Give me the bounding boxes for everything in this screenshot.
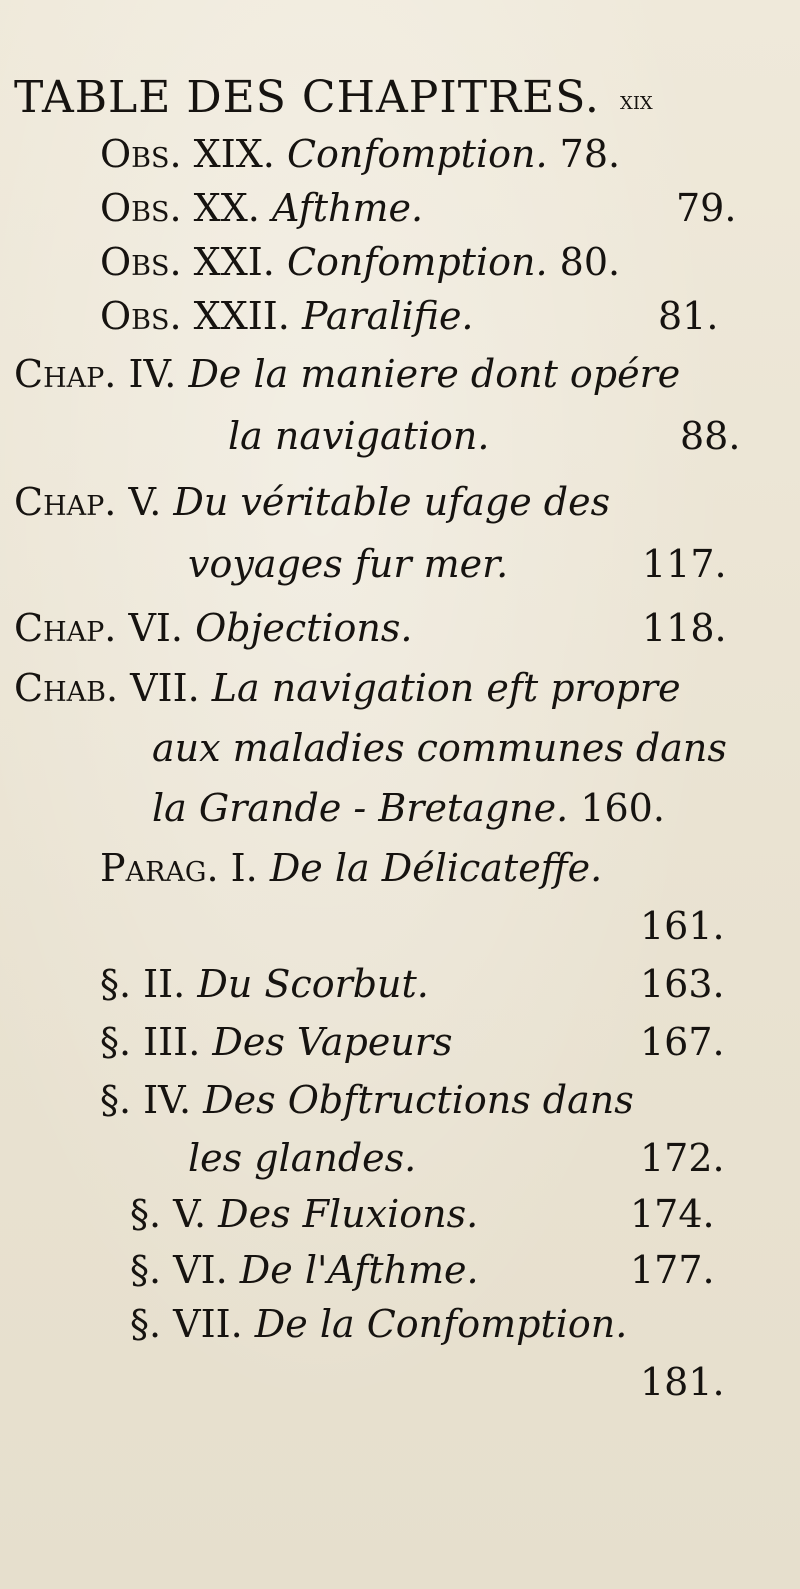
entry-page: 88. [680,414,741,458]
entry-obs-xix [100,130,620,178]
entry-para-iii [100,1018,452,1066]
entry-obs-xxii [100,292,474,340]
entry-chap-vi [14,604,412,652]
entry-title: De la Délicateffe. [269,846,603,890]
entry-label: Parag. I. [100,846,258,890]
entry-chap-v [14,478,610,526]
entry-label: Chap. VI. [14,606,183,650]
entry-page: 118. [642,606,727,650]
entry-page: 181. [640,1360,725,1404]
page-header [14,72,600,123]
entry-para-vii [130,1300,627,1348]
entry-page: 80. [559,240,621,284]
entry-label: §. IV. [100,1078,192,1122]
entry-title: La navigation eft propre [211,666,681,710]
entry-label: Obs. XIX. [100,132,275,176]
entry-page: 174. [630,1192,715,1236]
header-title: TABLE DES CHAPITRES. [14,72,600,123]
entry-page: 117. [642,542,727,586]
entry-label: Obs. XX. [100,186,260,230]
entry-chap-vii [14,664,681,712]
entry-label: §. II. [100,962,186,1006]
entry-title: Du véritable ufage des [173,480,611,524]
entry-title: Des Obftructions dans [203,1078,634,1122]
entry-parag-i [100,844,602,892]
entry-page: 167. [640,1020,725,1064]
entry-title-cont: la navigation. [228,414,490,458]
entry-obs-xxi [100,238,620,286]
entry-page: 81. [658,294,719,338]
entry-label: Chab. VII. [14,666,200,710]
entry-label: §. III. [100,1020,201,1064]
entry-para-ii [100,960,429,1008]
entry-page: 161. [640,904,725,948]
entry-label: Chap. V. [14,480,162,524]
entry-title: Afthme. [271,186,424,230]
entry-title: Du Scorbut. [197,962,429,1006]
entry-page: 79. [676,186,737,230]
entry-title: Des Fluxions. [218,1192,479,1236]
entry-page: 160. [580,786,665,830]
entry-title: Confomption. [286,132,548,176]
entry-para-iv [100,1076,634,1124]
entry-title: Paralifie. [301,294,474,338]
entry-chap-vii-line3 [152,784,665,832]
page-folio: xix [620,86,653,116]
entry-page: 78. [559,132,621,176]
entry-title: Confomption. [286,240,548,284]
entry-title-cont: voyages fur mer. [188,542,509,586]
entry-title: Des Vapeurs [212,1020,453,1064]
entry-label: Obs. XXI. [100,240,275,284]
entry-title-cont: les glandes. [188,1136,417,1180]
entry-chap-iv [14,350,680,398]
entry-title: Objections. [195,606,413,650]
entry-title: De la maniere dont opére [188,352,681,396]
entry-page: 177. [630,1248,715,1292]
entry-title-cont2: la Grande - Bretagne. [152,786,569,830]
entry-page: 172. [640,1136,725,1180]
entry-label: §. VI. [130,1248,228,1292]
entry-label: §. VII. [130,1302,243,1346]
entry-title: De l'Afthme. [239,1248,479,1292]
entry-obs-xx [100,184,423,232]
entry-label: §. V. [130,1192,207,1236]
entry-label: Obs. XXII. [100,294,290,338]
entry-label: Chap. IV. [14,352,177,396]
entry-para-vi [130,1246,479,1294]
entry-page: 163. [640,962,725,1006]
entry-para-v [130,1190,478,1238]
entry-title: De la Confomption. [254,1302,628,1346]
entry-title-cont: aux maladies communes dans [152,726,727,770]
